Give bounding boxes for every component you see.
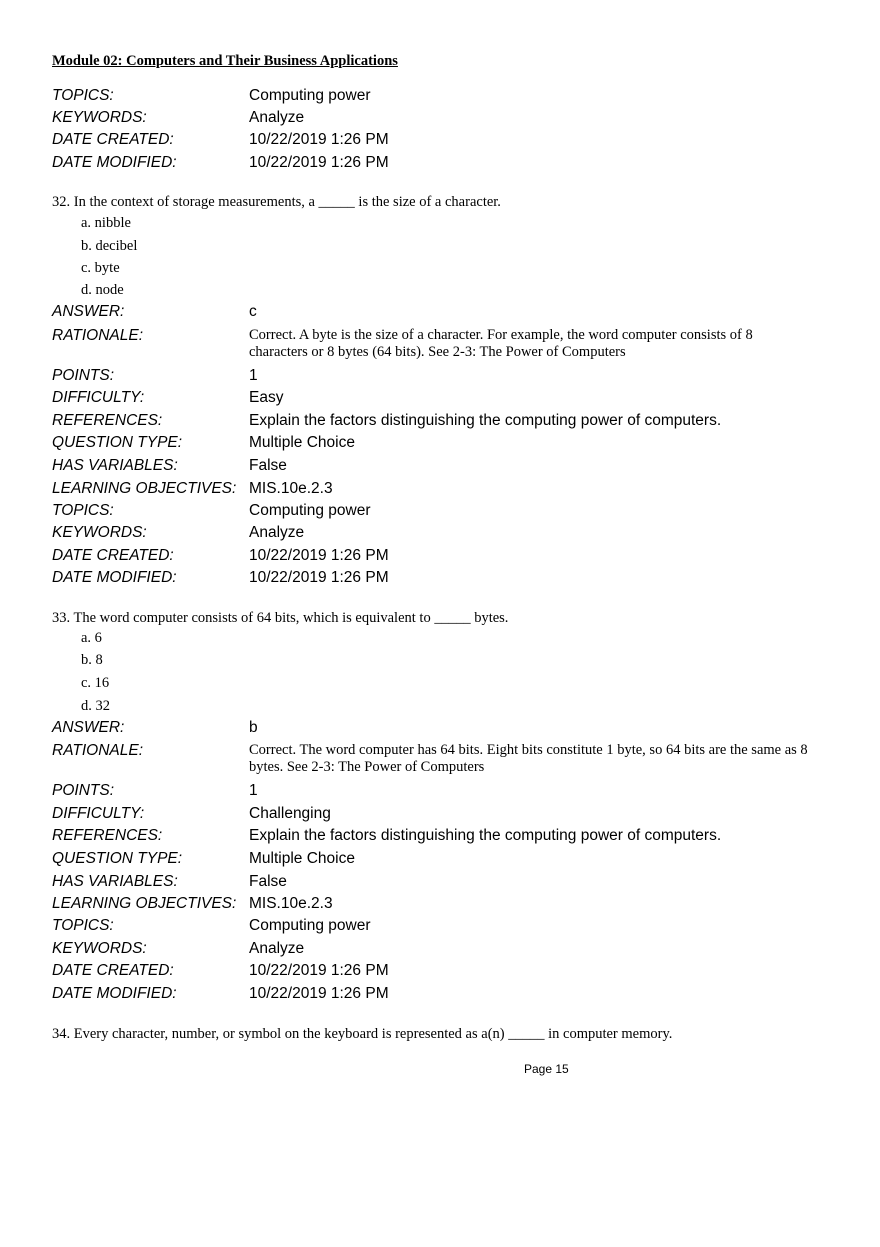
meta-label: QUESTION TYPE: bbox=[52, 850, 183, 867]
rationale-value: Correct. A byte is the size of a character. For example, the word computer consists of 8 characters or 8 bytes (64 bits). See 2-3: The Power of Computers bbox=[249, 327, 753, 360]
page-number: Page 15 bbox=[524, 1062, 569, 1076]
meta-row bbox=[52, 961, 842, 983]
meta-value: Explain the factors distinguishing the computing power of computers. bbox=[249, 827, 722, 844]
choice-a: a. nibble bbox=[81, 215, 131, 231]
meta-row bbox=[52, 916, 842, 938]
meta-label: KEYWORDS: bbox=[52, 109, 147, 126]
meta-label: REFERENCES: bbox=[52, 412, 163, 429]
meta-value: False bbox=[249, 873, 287, 890]
meta-label: DATE CREATED: bbox=[52, 131, 174, 148]
meta-row-keywords bbox=[52, 108, 842, 130]
rationale-label: RATIONALE: bbox=[52, 327, 144, 344]
question-32-text: 32. In the context of storage measurements, a _____ is the size of a character. bbox=[52, 194, 501, 210]
meta-value: Computing power bbox=[249, 87, 371, 104]
meta-value: 10/22/2019 1:26 PM bbox=[249, 985, 389, 1002]
meta-value: 10/22/2019 1:26 PM bbox=[249, 547, 389, 564]
meta-label: POINTS: bbox=[52, 367, 115, 384]
answer-value: b bbox=[249, 719, 258, 736]
meta-value: 1 bbox=[249, 782, 258, 799]
meta-value: 10/22/2019 1:26 PM bbox=[249, 131, 389, 148]
meta-value: Multiple Choice bbox=[249, 434, 355, 451]
meta-row bbox=[52, 781, 842, 803]
answer-row bbox=[52, 302, 842, 324]
meta-value: 10/22/2019 1:26 PM bbox=[249, 962, 389, 979]
question-33-text: 33. The word computer consists of 64 bits, which is equivalent to _____ bytes. bbox=[52, 610, 509, 626]
choice-b: b. 8 bbox=[81, 652, 103, 668]
meta-label: REFERENCES: bbox=[52, 827, 163, 844]
meta-label: QUESTION TYPE: bbox=[52, 434, 183, 451]
choice-c: c. byte bbox=[81, 260, 120, 276]
meta-value: 10/22/2019 1:26 PM bbox=[249, 154, 389, 171]
meta-label: DATE MODIFIED: bbox=[52, 569, 177, 586]
meta-row-topics bbox=[52, 86, 842, 108]
meta-label: HAS VARIABLES: bbox=[52, 457, 178, 474]
meta-label: DIFFICULTY: bbox=[52, 389, 145, 406]
meta-row bbox=[52, 872, 842, 894]
rationale-row bbox=[52, 326, 842, 364]
meta-label: DATE CREATED: bbox=[52, 962, 174, 979]
answer-value: c bbox=[249, 303, 257, 320]
choice-a: a. 6 bbox=[81, 630, 102, 646]
meta-row bbox=[52, 523, 842, 545]
meta-row bbox=[52, 939, 842, 961]
choice-d: d. node bbox=[81, 282, 124, 298]
rationale-label: RATIONALE: bbox=[52, 742, 144, 759]
meta-row bbox=[52, 388, 842, 410]
meta-label: DATE CREATED: bbox=[52, 547, 174, 564]
meta-label: TOPICS: bbox=[52, 87, 114, 104]
meta-row bbox=[52, 456, 842, 478]
meta-row bbox=[52, 804, 842, 826]
meta-value: Analyze bbox=[249, 109, 305, 126]
meta-row bbox=[52, 501, 842, 523]
meta-label: KEYWORDS: bbox=[52, 940, 147, 957]
meta-value: Explain the factors distinguishing the computing power of computers. bbox=[249, 412, 722, 429]
meta-row bbox=[52, 366, 842, 388]
meta-label: LEARNING OBJECTIVES: bbox=[52, 480, 237, 497]
meta-label: DIFFICULTY: bbox=[52, 805, 145, 822]
meta-row bbox=[52, 546, 842, 568]
meta-value: Challenging bbox=[249, 805, 331, 822]
answer-label: ANSWER: bbox=[52, 719, 125, 736]
meta-label: LEARNING OBJECTIVES: bbox=[52, 895, 237, 912]
rationale-row bbox=[52, 741, 842, 779]
meta-row bbox=[52, 411, 842, 433]
meta-label: POINTS: bbox=[52, 782, 115, 799]
meta-row bbox=[52, 568, 842, 590]
rationale-value: Correct. The word computer has 64 bits. Eight bits constitute 1 byte, so 64 bits are the same as 8 bytes. See 2-3: The Power of Computers bbox=[249, 742, 808, 775]
meta-row bbox=[52, 479, 842, 501]
meta-row bbox=[52, 433, 842, 455]
meta-label: TOPICS: bbox=[52, 917, 114, 934]
meta-value: MIS.10e.2.3 bbox=[249, 895, 333, 912]
meta-row bbox=[52, 826, 842, 848]
meta-row-date-created bbox=[52, 130, 842, 152]
meta-row bbox=[52, 849, 842, 871]
meta-row bbox=[52, 984, 842, 1006]
meta-value: Analyze bbox=[249, 524, 305, 541]
module-title: Module 02: Computers and Their Business Applications bbox=[52, 53, 398, 69]
meta-value: 1 bbox=[249, 367, 258, 384]
meta-row-date-modified bbox=[52, 153, 842, 175]
answer-row bbox=[52, 718, 842, 740]
meta-label: DATE MODIFIED: bbox=[52, 985, 177, 1002]
answer-label: ANSWER: bbox=[52, 303, 125, 320]
choice-d: d. 32 bbox=[81, 698, 110, 714]
question-34-text: 34. Every character, number, or symbol on the keyboard is represented as a(n) _____ in computer memory. bbox=[52, 1026, 673, 1042]
choice-b: b. decibel bbox=[81, 238, 138, 254]
meta-label: DATE MODIFIED: bbox=[52, 154, 177, 171]
meta-value: Easy bbox=[249, 389, 284, 406]
meta-value: False bbox=[249, 457, 287, 474]
meta-label: HAS VARIABLES: bbox=[52, 873, 178, 890]
meta-value: Computing power bbox=[249, 917, 371, 934]
choice-c: c. 16 bbox=[81, 675, 110, 691]
meta-row bbox=[52, 894, 842, 916]
meta-value: Multiple Choice bbox=[249, 850, 355, 867]
meta-label: KEYWORDS: bbox=[52, 524, 147, 541]
meta-label: TOPICS: bbox=[52, 502, 114, 519]
meta-value: Analyze bbox=[249, 940, 305, 957]
meta-value: MIS.10e.2.3 bbox=[249, 480, 333, 497]
meta-value: Computing power bbox=[249, 502, 371, 519]
meta-value: 10/22/2019 1:26 PM bbox=[249, 569, 389, 586]
